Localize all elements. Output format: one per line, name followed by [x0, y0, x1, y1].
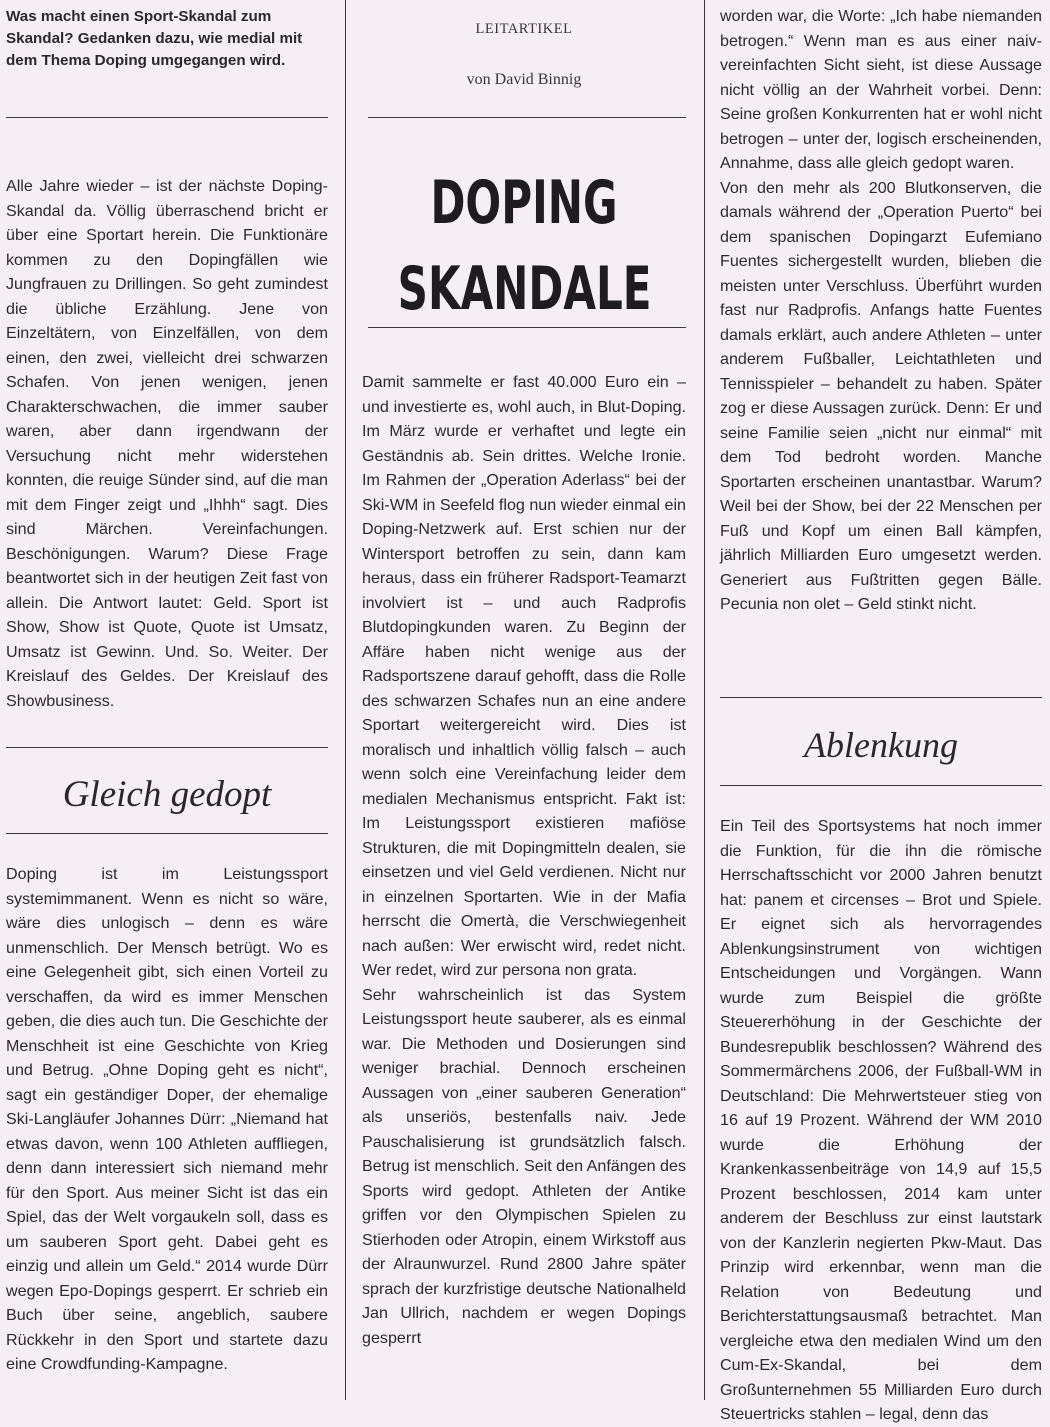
paragraph: Ein Teil des Sportsystems hat noch immer die Funktion, für die ihn die römische Herrschaftsschicht vor 2000 Jahren benutzt hat: panem et circenses – Brot und Spiele. Er eignet sich als hervorragendes Ablenkungsinstrument von wichtigen Entscheidungen und Vorgängen. Wann wurde zum Beispiel die größte Steuererhöhung in der Geschichte der Bundesrepublik beschlossen? Während des Sommermärchens 2006, der Fußball-WM in Deutschland: Die Mehrwertsteuer stieg von 16 auf 19 Prozent. Während der WM 2010 wurde die Erhöhung der Krankenkassenbeiträge von 14,9 auf 15,5 Prozent beschlossen, 2014 kam unter anderem der Beschluss zur einst lautstark von der Kanzlerin negierten Pkw-Maut. Das Prinzip wird erkennbar, wenn man die Relation von Bedeutung und Berichterstattungsausmaß betrachtet. Man vergleiche etwa den medialen Wind um den Cum-Ex-Skandal, bei dem Großunternehmen 55 Milliarden Euro durch Steuertricks stahlen – legal, denn das [720, 817, 1042, 1423]
teaser-text: Was macht einen Sport-Skandal zum Skandal? Gedanken dazu, wie medial mit dem Thema Doping umgegangen wird. [6, 8, 303, 69]
divider-line [720, 785, 1042, 786]
paragraph: Sehr wahrscheinlich ist das System Leistungssport heute sauberer, als es einmal war. Die Methoden und Dosierungen sind weniger brachial. Dennoch erscheinen Aussagen von „einer sauberen Generation“ als unseriös, bestenfalls naiv. Jede Pauschalisierung ist grundsätzlich falsch. Betrug ist menschlich. Seit den Anfängen des Sports wird gedopt. Athleten der Antike griffen vor den Olympischen Spielen zu Stierhoden oder Atropin, einem Wirkstoff aus der Alraunwurzel. Rund 2800 Jahre später sprach der kurzfristige deutsche Nationalheld Jan Ullrich, nachdem er wegen Dopings gesperrt [362, 985, 686, 1347]
paragraph: Von den mehr als 200 Blutkonserven, die damals während der „Operation Puerto“ bei dem spanischen Dopingarzt Eufemiano Fuentes sichergestellt wurden, blieben die meisten unter Verschluss. Überführt wurden fast nur Radprofis. Anfangs hatte Fuentes damals erklärt, auch andere Athleten – unter anderem Fußballer, Leichtathleten und Tennisspieler – behandelt zu haben. Später zog er diese Aussagen zurück. Denn: Er und seine Familie seien „nicht nur einmal“ mit dem Tod bedroht worden. Manche Sportarten erscheinen unantastbar. Warum? Weil bei der Show, bei der 22 Menschen per Fuß und Kopf um einen Ball kämpfen, jährlich Milliarden Euro umgesetzt werden. Generiert aus Fußtritten gegen Bälle. Pecunia non olet – Geld stinkt nicht. [720, 178, 1042, 613]
column-divider [345, 0, 346, 1400]
divider-line [6, 117, 328, 118]
column-left [6, 0, 328, 1408]
paragraph: Damit sammelte er fast 40.000 Euro ein – und investierte es, wohl auch, in Blut-Doping. Im März wurde er verhaftet und legte ein Geständnis ab. Sein drittes. Welche Ironie. Im Rahmen der „Operation Aderlass“ bei der Ski-WM in Seefeld flog nun wieder einmal ein Doping-Netzwerk auf. Erst schien nur der Wintersport betroffen zu sein, dann kam heraus, dass ein früherer Radsport-Teamarzt involviert ist – und auch Radprofis Blutdopingkunden waren. Zu Beginn der Affäre haben nicht wenige aus der Radsportszene darauf gehofft, dass die Rolle des schwarzen Schafes nun an eine andere Sportart weitergereicht wird. Dies ist moralisch und inhaltlich völlig falsch – auch wenn solch eine Vereinfachung leider dem medialen Mechanismus entspricht. Fakt ist: Im Leistungssport existieren mafiöse Strukturen, die mit Dopingmitteln dealen, sie einsetzen und viel Geld verdienen. Nicht nur in einzelnen Sportarten. Wie in der Mafia herrscht die Omertà, die Verschwiegenheit nach außen: Wer erwischt wird, redet nicht. Wer redet, wird zur persona non grata. [362, 373, 686, 979]
subhead-ablenkung: Ablenkung [804, 725, 958, 765]
headline-line: SKANDALE [397, 254, 652, 324]
headline-line: DOPING [430, 168, 618, 238]
divider-line [6, 833, 328, 834]
section-text [6, 862, 328, 1377]
headline [362, 160, 686, 332]
divider-line [6, 747, 328, 748]
paragraph: worden war, die Worte: „Ich habe niemanden betrogen.“ Wenn man es aus einer naiv-vereinfachten Sicht sieht, ist diese Aussage nicht völlig an der Wahrheit vorbei. Denn: Seine großen Konkurrenten hat er wohl nicht betrogen – unter der, logisch erscheinenden, Annahme, dass alle gleich gedopt waren. [720, 7, 1042, 172]
section-kicker: LEITARTIKEL [475, 21, 573, 37]
paragraph: Doping ist im Leistungssport systemimmanent. Wenn es nicht so wäre, wäre dies unlogisch – denn es wäre unmenschlich. Der Mensch betrügt. Wo es eine Gelegenheit gibt, sich einen Vorteil zu verschaffen, da wird es immer Menschen geben, die dies auch tun. Die Geschichte der Menschheit ist eine Geschichte von Krieg und Betrug. „Ohne Doping geht es nicht“, sagt ein geständiger Doper, der ehemalige Ski-Langläufer Johannes Dürr: „Niemand hat etwas davon, wenn 100 Athleten auffliegen, denn dann interessiert sich niemand mehr für den Sport. Aus meiner Sicht ist das ein Spiel, das der Welt vorgaukeln soll, dass es um sauberen Sport geht. Dabei geht es einzig und allein um Geld.“ 2014 wurde Dürr wegen Epo-Dopings gesperrt. Er schrieb ein Buch über seine, angeblich, saubere Rückkehr in den Sport und startete dazu eine Crowdfunding-Kampagne. [6, 865, 328, 1373]
article-text [720, 4, 1042, 617]
subhead-gleich-gedopt: Gleich gedopt [62, 774, 272, 815]
column-divider [704, 0, 705, 1400]
article-text [362, 370, 686, 1350]
column-middle [362, 0, 686, 1408]
paragraph: Alle Jahre wieder – ist der nächste Doping-Skandal da. Völlig überraschend bricht er über eine Sportart herein. Die Funktionäre kommen zu den Dopingfällen wie Jungfrauen zu Drillingen. So geht zumindest die übliche Erzählung. Jene von Einzeltätern, von Einzelfällen, von dem einen, den zwei, vielleicht drei schwarzen Schafen. Von jenen wenigen, jenen Charakterschwachen, die immer sauber waren, aber dann irgendwann der Versuchung nicht mehr widerstehen konnten, die reuige Sünder sind, auf die man mit dem Finger zeigt und „Ihhh“ sagt. Dies sind Märchen. Vereinfachungen. Beschönigungen. Warum? Diese Frage beantwortet sich in der heutigen Zeit fast von allein. Die Antwort lautet: Geld. Sport ist Show, Show ist Quote, Quote ist Umsatz, Umsatz ist Gewinn. Und. So. Weiter. Der Kreislauf des Geldes. Der Kreislauf des Showbusiness. [6, 177, 328, 710]
divider-line [368, 327, 686, 328]
divider-line [720, 697, 1042, 698]
section-text [720, 814, 1042, 1427]
intro-text [6, 174, 328, 713]
byline: von David Binnig [466, 71, 582, 88]
column-right [720, 0, 1044, 1423]
divider-line [368, 117, 686, 118]
